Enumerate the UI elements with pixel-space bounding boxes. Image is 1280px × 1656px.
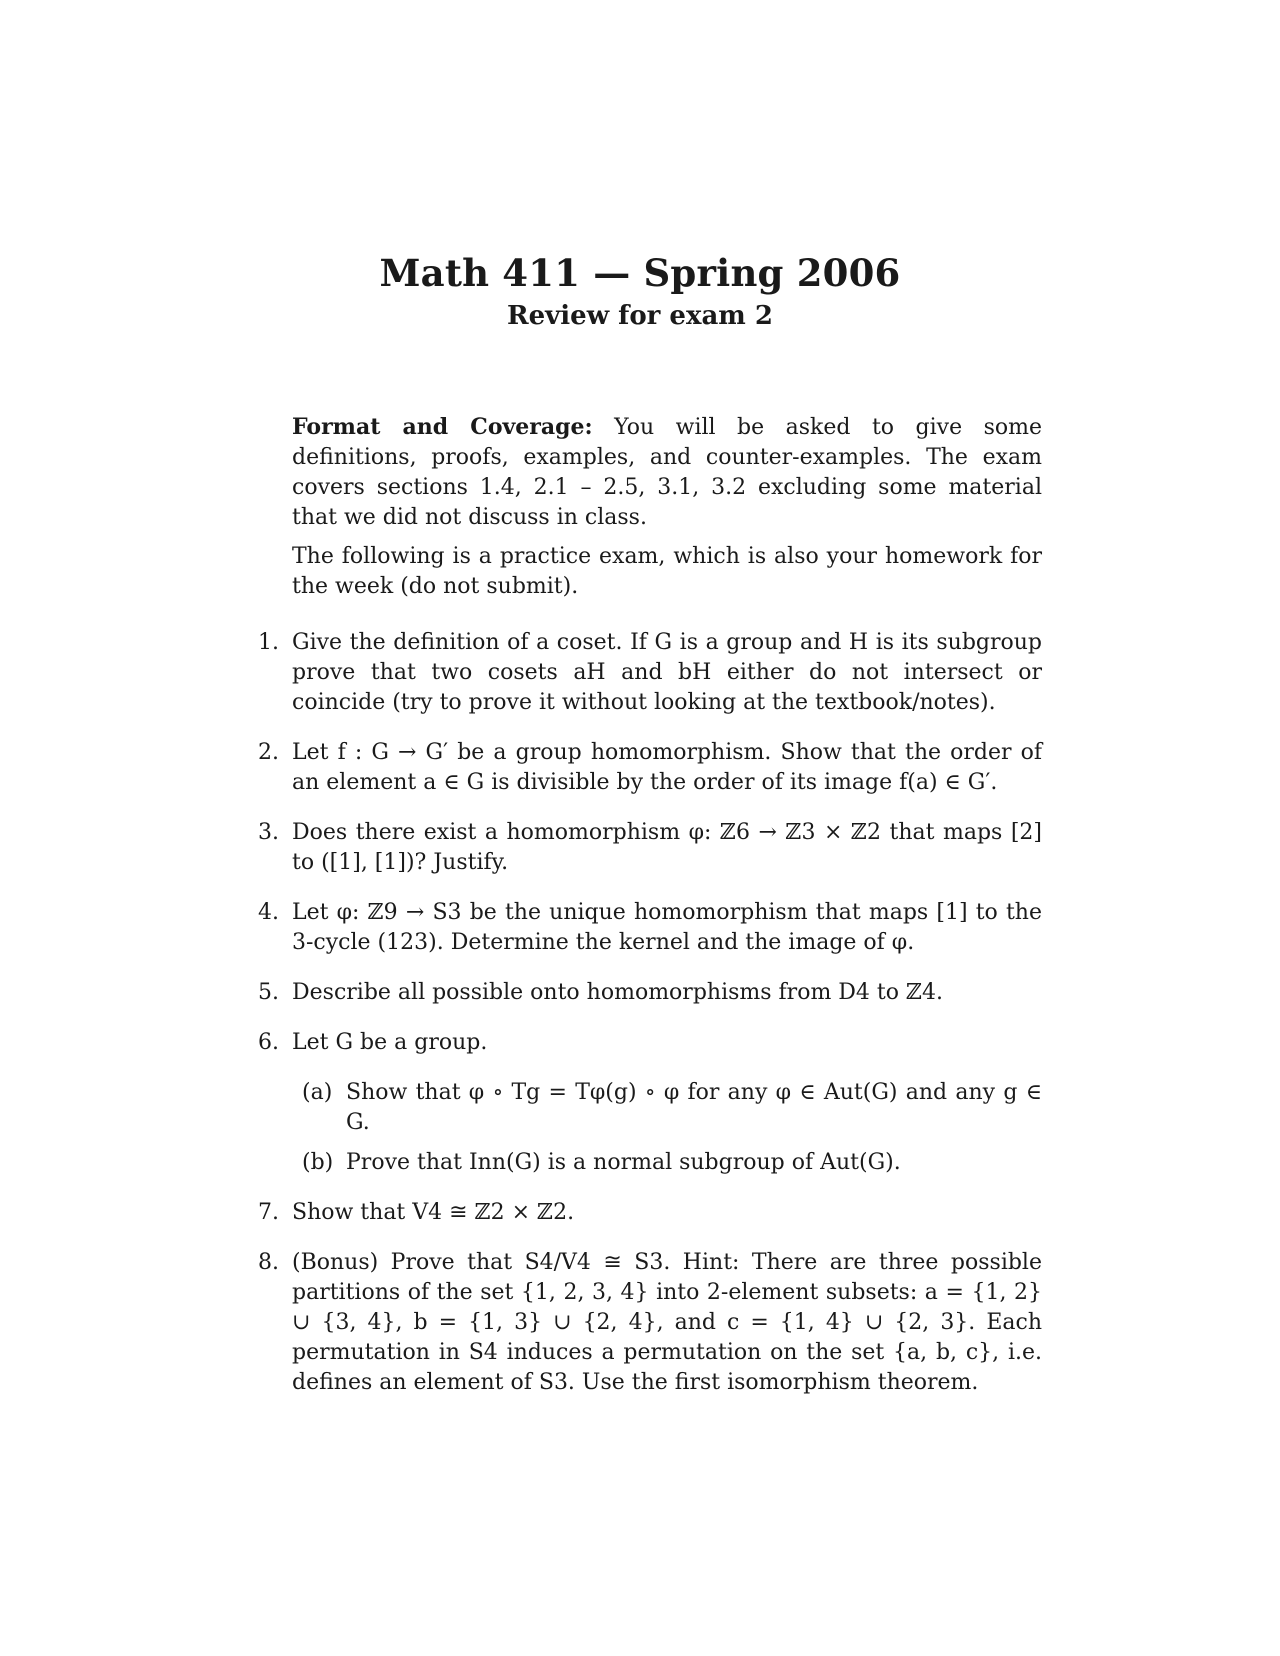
- problem-text: Describe all possible onto homomorphisms from D4 to ℤ4.: [292, 980, 944, 1005]
- problem-4: [258, 898, 1042, 958]
- problem-number: 8.: [258, 1250, 279, 1275]
- subpart-b: [302, 1148, 1042, 1178]
- problem-number: 4.: [258, 900, 279, 925]
- problem-8: [258, 1248, 1042, 1398]
- problem-1: [258, 628, 1042, 718]
- subpart-label: (a): [302, 1080, 333, 1105]
- problem-3: [258, 818, 1042, 878]
- subpart-a: [302, 1078, 1042, 1138]
- problem-number: 7.: [258, 1200, 279, 1225]
- problem-list: [258, 628, 1042, 1418]
- problem-number: 2.: [258, 740, 279, 765]
- format-coverage-label: Format and Coverage:: [292, 414, 593, 440]
- problem-number: 6.: [258, 1030, 279, 1055]
- problem-text: Let G be a group.: [292, 1030, 488, 1055]
- problem-text: Give the definition of a coset. If G is a group and H is its subgroup prove that two cosets aH and bH either do not intersect or coincide (try to prove it without looking at the textbook/notes).: [292, 630, 1042, 715]
- problem-text: Show that V4 ≅ ℤ2 × ℤ2.: [292, 1200, 575, 1225]
- problem-7: [258, 1198, 1042, 1228]
- problem-text: (Bonus) Prove that S4/V4 ≅ S3. Hint: There are three possible partitions of the set {1, 2, 3, 4} into 2-element subsets: a = {1, 2} ∪ {3, 4}, b = {1, 3} ∪ {2, 4}, and c = {1, 4} ∪ {2, 3}. Each permutation in S4 induces a permutation on the set {a, b, c}, i.e. defines an element of S3. Use the first isomorphism theorem.: [292, 1250, 1042, 1395]
- title-block: [0, 250, 1280, 334]
- page-title: Math 411 — Spring 2006: [379, 251, 901, 295]
- subpart-list: [292, 1078, 1042, 1178]
- problem-text: Let φ: ℤ9 → S3 be the unique homomorphism that maps [1] to the 3-cycle (123). Determine the kernel and the image of φ.: [292, 900, 1042, 955]
- format-coverage-text: You will be asked to give some definitions, proofs, examples, and counter-examples. The exam covers sections 1.4, 2.1 – 2.5, 3.1, 3.2 excluding some material that we did not discuss in class.: [292, 415, 1043, 530]
- problem-number: 5.: [258, 980, 279, 1005]
- problem-text: Let f : G → G′ be a group homomorphism. Show that the order of an element a ∈ G is divisible by the order of its image f(a) ∈ G′.: [292, 740, 1042, 795]
- problem-2: [258, 738, 1042, 798]
- problem-number: 1.: [258, 630, 279, 655]
- problem-number: 3.: [258, 820, 279, 845]
- problem-5: [258, 978, 1042, 1008]
- page-subtitle: Review for exam 2: [507, 301, 773, 331]
- subpart-text: Prove that Inn(G) is a normal subgroup of Aut(G).: [346, 1150, 901, 1175]
- practice-note: The following is a practice exam, which is also your homework for the week (do not submit).: [292, 544, 1042, 599]
- problem-6: [258, 1028, 1042, 1178]
- subpart-label: (b): [302, 1150, 334, 1175]
- subpart-text: Show that φ ∘ Tg = Tφ(g) ∘ φ for any φ ∈ Aut(G) and any g ∈ G.: [346, 1080, 1042, 1135]
- problem-text: Does there exist a homomorphism φ: ℤ6 → ℤ3 × ℤ2 that maps [2] to ([1], [1])? Justify.: [292, 820, 1042, 875]
- format-coverage-paragraph: [292, 412, 1042, 533]
